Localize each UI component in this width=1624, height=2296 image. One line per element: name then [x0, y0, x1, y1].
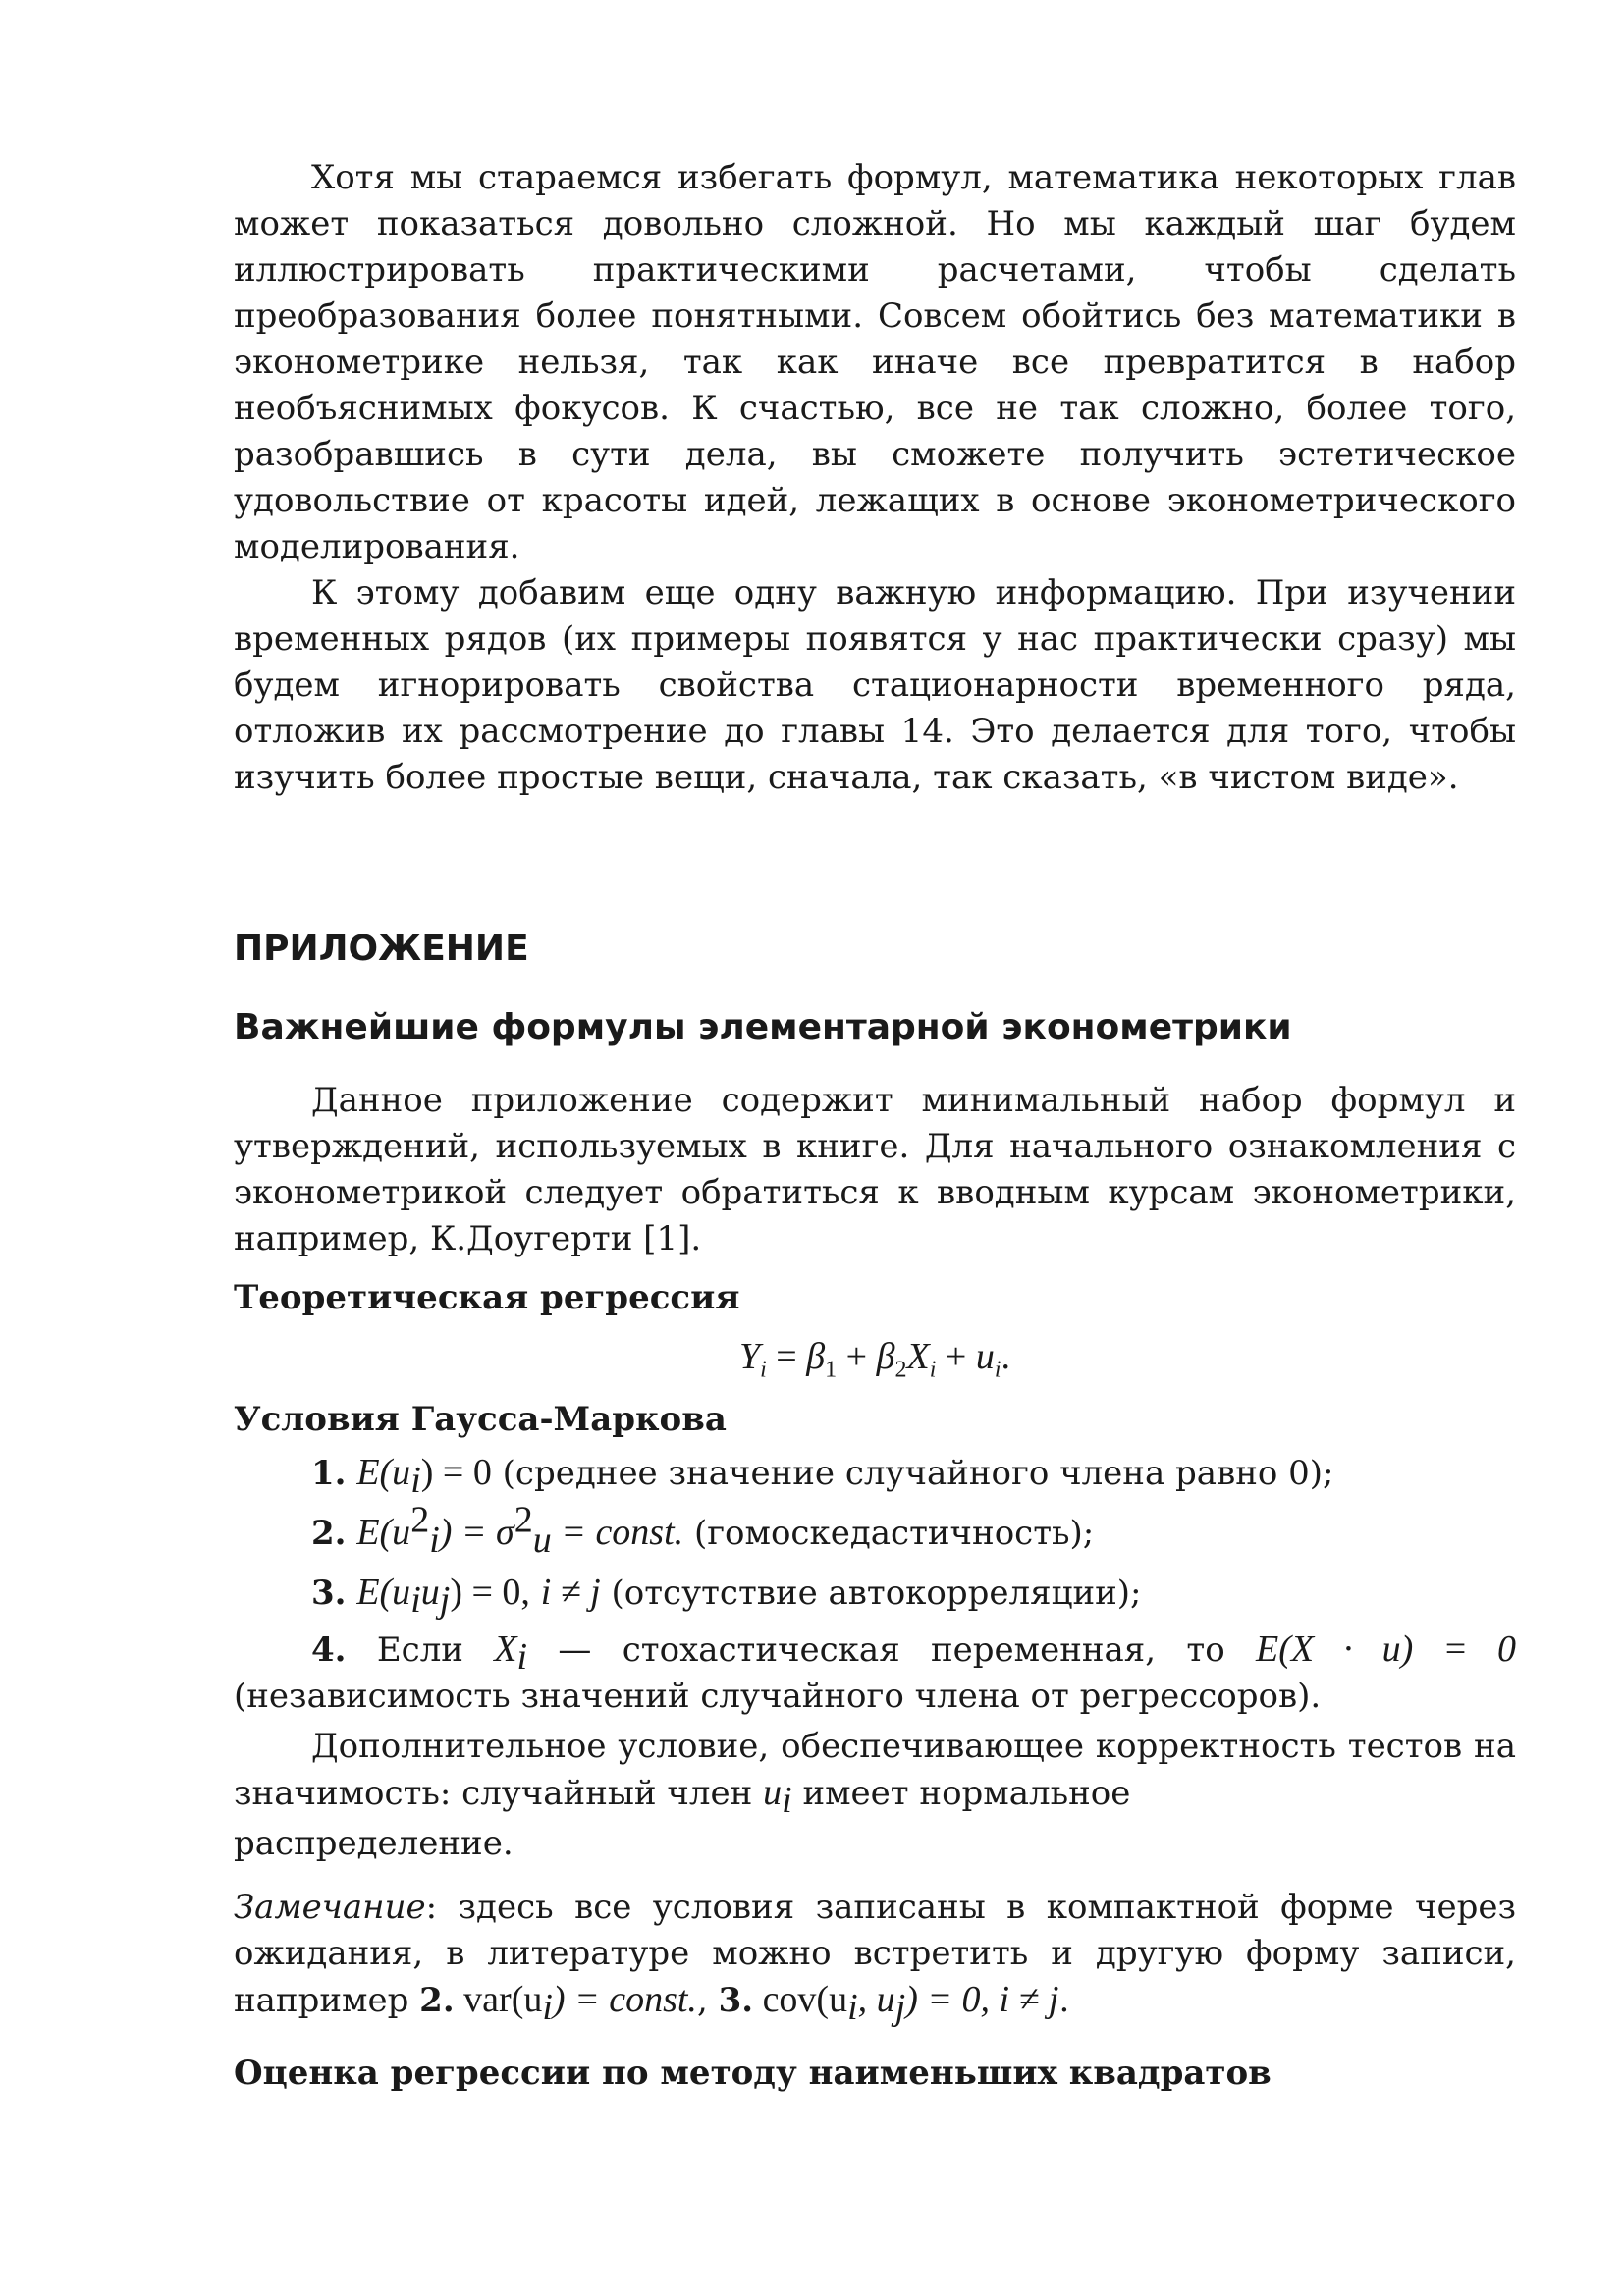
regression-formula	[234, 1329, 1516, 1384]
condition-4	[234, 1627, 1516, 1720]
formula-u: u	[975, 1336, 995, 1377]
formula-y: Y	[738, 1336, 761, 1377]
formula-plus-1: +	[837, 1336, 877, 1377]
condition-3-sub-j: j	[439, 1578, 451, 1621]
condition-2-const: = const.	[551, 1512, 684, 1553]
condition-4-lead: Если	[346, 1630, 495, 1670]
condition-2-sigma: ) = σ	[439, 1512, 514, 1553]
condition-1	[234, 1443, 1516, 1503]
condition-2-sub: i	[429, 1519, 440, 1561]
condition-2-formula: E(u	[356, 1512, 411, 1553]
condition-3-formula-end: ) = 0,	[450, 1572, 530, 1613]
condition-2	[234, 1499, 1516, 1563]
page	[234, 155, 1516, 2097]
remark-separator: ,	[696, 1981, 719, 2020]
remark-var-sub: i	[542, 1986, 553, 2028]
condition-3-formula: E(u	[356, 1572, 411, 1613]
formula-beta1: β	[806, 1336, 826, 1377]
condition-1-formula-end: ) = 0	[420, 1452, 492, 1493]
extra-condition-text-before: Дополнительное условие, обеспечивающее корректность тестов на значимость: случайный член	[234, 1727, 1516, 1813]
formula-sub-1: 1	[825, 1357, 838, 1383]
condition-2-text: (гомоскедастичность);	[683, 1514, 1095, 1553]
condition-4-sub: i	[516, 1635, 528, 1678]
theoretical-regression-heading: Теоретическая регрессия	[234, 1278, 740, 1317]
formula-x: X	[906, 1336, 930, 1377]
appendix-intro: Данное приложение содержит минимальный набор формул и утверждений, используемых в книге. Для начального ознакомления с эконометрикой следует обратиться к вводным курсам эконометрики, например, К.Доугерти [1].	[234, 1081, 1516, 1258]
extra-condition-sub: i	[782, 1779, 792, 1821]
formula-beta2: β	[876, 1336, 895, 1377]
section-spacer	[234, 801, 1516, 925]
remark-var-const: ) = const.	[552, 1979, 697, 2020]
remark-cov-end: ) = 0, i ≠ j	[905, 1979, 1059, 2020]
gauss-markov-heading: Условия Гаусса-Маркова	[234, 1400, 727, 1439]
extra-condition-text-after: имеет нормальное	[791, 1774, 1131, 1813]
remark-text: : здесь все условия записаны в компактной форме через ожидания, в литературе можно встретить и другую форму записи, например	[234, 1888, 1516, 2020]
remark-cov-sub-j: j	[894, 1986, 906, 2028]
formula-sub-i: i	[760, 1357, 767, 1383]
extra-condition	[234, 1724, 1516, 1867]
condition-3-text: (отсутствие автокорреляции);	[600, 1574, 1142, 1613]
condition-1-text: (среднее значение случайного члена равно 0);	[491, 1454, 1334, 1493]
appendix-title: Важнейшие формулы элементарной эконометрики	[234, 1007, 1292, 1047]
condition-4-text: — стохастическая переменная, то	[527, 1630, 1257, 1670]
remark-label: Замечание	[234, 1888, 426, 1927]
remark	[234, 1885, 1516, 2028]
remark-end: .	[1058, 1981, 1070, 2020]
remark-cov-formula: cov(u	[753, 1979, 848, 2020]
intro-paragraph-2: К этому добавим еще одну важную информацию. При изучении временных рядов (их примеры появятся у нас практически сразу) мы будем игнорировать свойства стационарности временного ряда, отложив их рассмотрение до главы 14. Это делается для того, чтобы изучить более простые вещи, сначала, так сказать, «в чистом виде».	[234, 573, 1516, 797]
condition-3-number: 3.	[311, 1574, 347, 1613]
condition-1-sub: i	[410, 1459, 421, 1501]
remark-num-2: 2.	[419, 1981, 455, 2020]
condition-3-condition: i ≠ j	[540, 1572, 601, 1613]
extra-condition-tail: распределение.	[234, 1824, 514, 1863]
condition-4-formula: E(X · u) = 0	[1256, 1629, 1516, 1670]
formula-plus-2: +	[936, 1336, 976, 1377]
condition-2-sigma-sub: u	[532, 1519, 552, 1561]
condition-4-tail: (независимость значений случайного члена от регрессоров).	[234, 1677, 1322, 1716]
formula-eq: =	[766, 1336, 807, 1377]
condition-2-sup: 2	[410, 1499, 430, 1541]
formula-sub-2: 2	[894, 1357, 907, 1383]
condition-3-sub-i: i	[410, 1578, 421, 1621]
condition-3-u: u	[420, 1572, 440, 1613]
condition-1-number: 1.	[311, 1454, 347, 1493]
condition-2-sigma-sup: 2	[514, 1499, 533, 1541]
formula-u-sub-i: i	[994, 1357, 1001, 1383]
remark-cov-sub-i: i	[847, 1986, 858, 2028]
remark-var-formula: var(u	[454, 1979, 543, 2020]
formula-end: .	[1001, 1336, 1011, 1377]
condition-1-formula: E(u	[356, 1452, 411, 1493]
ols-heading: Оценка регрессии по методу наименьших квадратов	[234, 2054, 1272, 2093]
appendix-label: ПРИЛОЖЕНИЕ	[234, 929, 529, 969]
formula-x-sub-i: i	[929, 1357, 937, 1383]
condition-3	[234, 1563, 1516, 1623]
condition-2-number: 2.	[311, 1514, 347, 1553]
extra-condition-var: u	[763, 1772, 783, 1813]
condition-4-number: 4.	[311, 1630, 347, 1670]
remark-cov-mid: , u	[857, 1979, 895, 2020]
remark-num-3: 3.	[718, 1981, 754, 2020]
condition-4-var: X	[494, 1629, 517, 1670]
intro-paragraph-1: Хотя мы стараемся избегать формул, математика некоторых глав может показаться довольно сложной. Но мы каждый шаг будем иллюстрировать практическими расчетами, чтобы сделать преобразования более понятными. Совсем обойтись без математики в эконометрике нельзя, так как иначе все превратится в набор необъяснимых фокусов. К счастью, все не так сложно, более того, разобравшись в сути дела, вы сможете получить эстетическое удовольствие от красоты идей, лежащих в основе эконометрического моделирования.	[234, 158, 1516, 566]
